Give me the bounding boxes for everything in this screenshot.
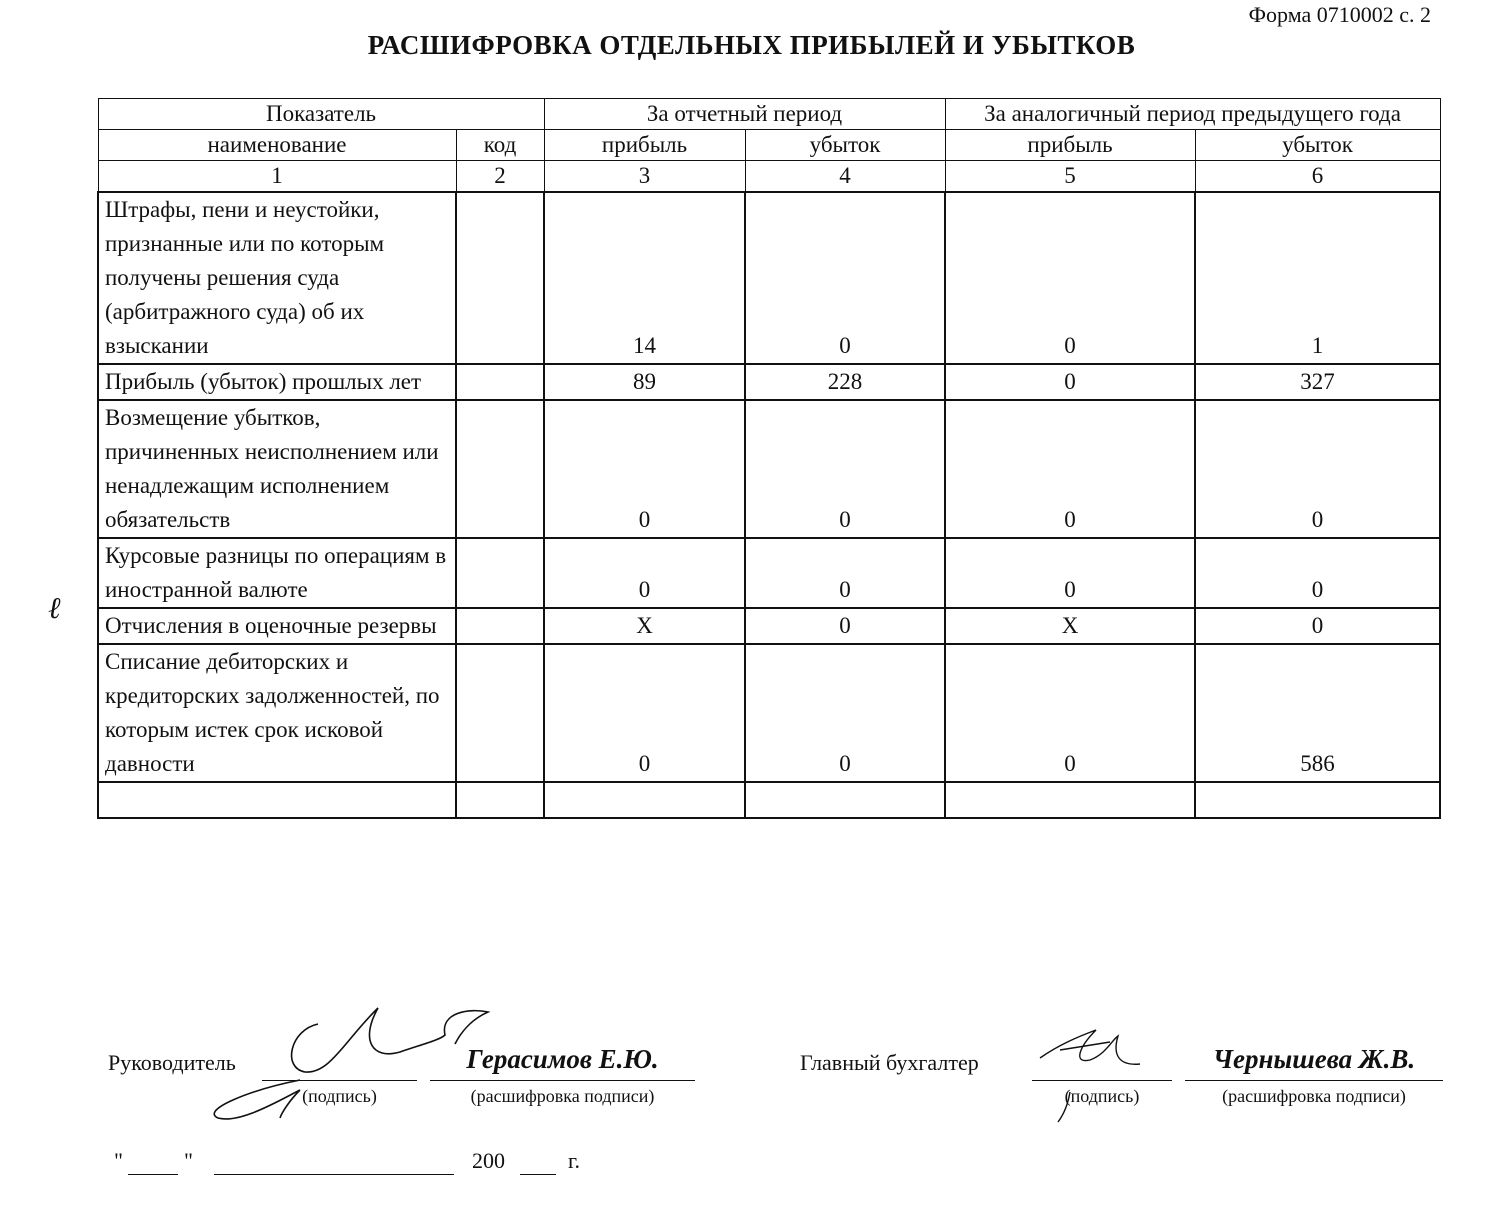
header-prev-profit: прибыль — [945, 130, 1195, 161]
header-name: наименование — [98, 130, 456, 161]
col-number: 1 — [98, 161, 456, 193]
head-name: Герасимов Е.Ю. — [466, 1044, 659, 1074]
date-month-line — [214, 1174, 454, 1175]
col-number: 3 — [544, 161, 745, 193]
row-cur-loss: 0 — [745, 192, 945, 364]
accountant-signature-scribble — [1040, 1030, 1140, 1122]
head-label: Руководитель — [108, 1050, 236, 1075]
row-cur-loss: 0 — [745, 400, 945, 538]
row-name: Списание дебиторских и кредиторских задолженностей, по которым истек срок исковой давности — [98, 644, 456, 782]
row-prev-profit: 0 — [945, 400, 1195, 538]
row-cur-profit: 0 — [544, 538, 745, 608]
date-year-prefix: 200 — [472, 1148, 505, 1173]
date-quote-open: " — [114, 1148, 123, 1173]
row-prev-loss: 327 — [1195, 364, 1440, 400]
row-prev-profit: 0 — [945, 364, 1195, 400]
row-name: Курсовые разницы по операциям в иностранной валюте — [98, 538, 456, 608]
accountant-signature-caption: (подпись) — [1064, 1086, 1140, 1106]
col-number: 5 — [945, 161, 1195, 193]
date-day-line — [128, 1174, 178, 1175]
head-name-caption: (расшифровка подписи) — [470, 1086, 655, 1106]
row-cur-profit: 14 — [544, 192, 745, 364]
row-cur-profit: 0 — [544, 644, 745, 782]
row-prev-profit: X — [945, 608, 1195, 644]
header-code: код — [456, 130, 544, 161]
head-signature-caption: (подпись) — [302, 1086, 377, 1106]
row-prev-profit: 0 — [945, 644, 1195, 782]
row-name: Отчисления в оценочные резервы — [98, 608, 456, 644]
header-cur-loss: убыток — [745, 130, 945, 161]
header-prev-loss: убыток — [1195, 130, 1440, 161]
col-number: 6 — [1195, 161, 1440, 193]
row-cur-loss: 228 — [745, 364, 945, 400]
head-signature-scribble — [214, 1008, 488, 1119]
row-prev-profit: 0 — [945, 538, 1195, 608]
row-cur-loss: 0 — [745, 644, 945, 782]
date-year-line — [520, 1174, 556, 1175]
header-indicator: Показатель — [98, 99, 544, 130]
date-quote-close: " — [184, 1148, 193, 1173]
row-prev-loss: 0 — [1195, 608, 1440, 644]
row-prev-profit: 0 — [945, 192, 1195, 364]
row-cur-profit: 89 — [544, 364, 745, 400]
page-title: РАСШИФРОВКА ОТДЕЛЬНЫХ ПРИБЫЛЕЙ И УБЫТКОВ — [367, 30, 1136, 60]
row-name: Прибыль (убыток) прошлых лет — [98, 364, 456, 400]
accountant-name: Чернышева Ж.В. — [1212, 1044, 1416, 1074]
row-prev-loss: 0 — [1195, 400, 1440, 538]
row-name: Возмещение убытков, причиненных неисполнением или ненадлежащим исполнением обязательств — [98, 400, 456, 538]
col-number: 2 — [456, 161, 544, 193]
row-cur-profit: 0 — [544, 400, 745, 538]
row-prev-loss: 586 — [1195, 644, 1440, 782]
accountant-name-caption: (расшифровка подписи) — [1222, 1086, 1406, 1106]
accountant-label: Главный бухгалтер — [800, 1050, 979, 1075]
row-prev-loss: 1 — [1195, 192, 1440, 364]
form-number: Форма 0710002 с. 2 — [1248, 2, 1431, 27]
date-year-suffix: г. — [568, 1148, 581, 1173]
row-cur-profit: X — [544, 608, 745, 644]
col-number: 4 — [745, 161, 945, 193]
header-current-period: За отчетный период — [544, 99, 945, 130]
header-cur-profit: прибыль — [544, 130, 745, 161]
row-cur-loss: 0 — [745, 608, 945, 644]
row-prev-loss: 0 — [1195, 538, 1440, 608]
row-cur-loss: 0 — [745, 538, 945, 608]
header-prior-period: За аналогичный период предыдущего года — [945, 99, 1440, 130]
stray-mark: ℓ — [48, 592, 61, 625]
row-name: Штрафы, пени и неустойки, признанные или по которым получены решения суда (арбитражного суда) об их взыскании — [98, 192, 456, 364]
